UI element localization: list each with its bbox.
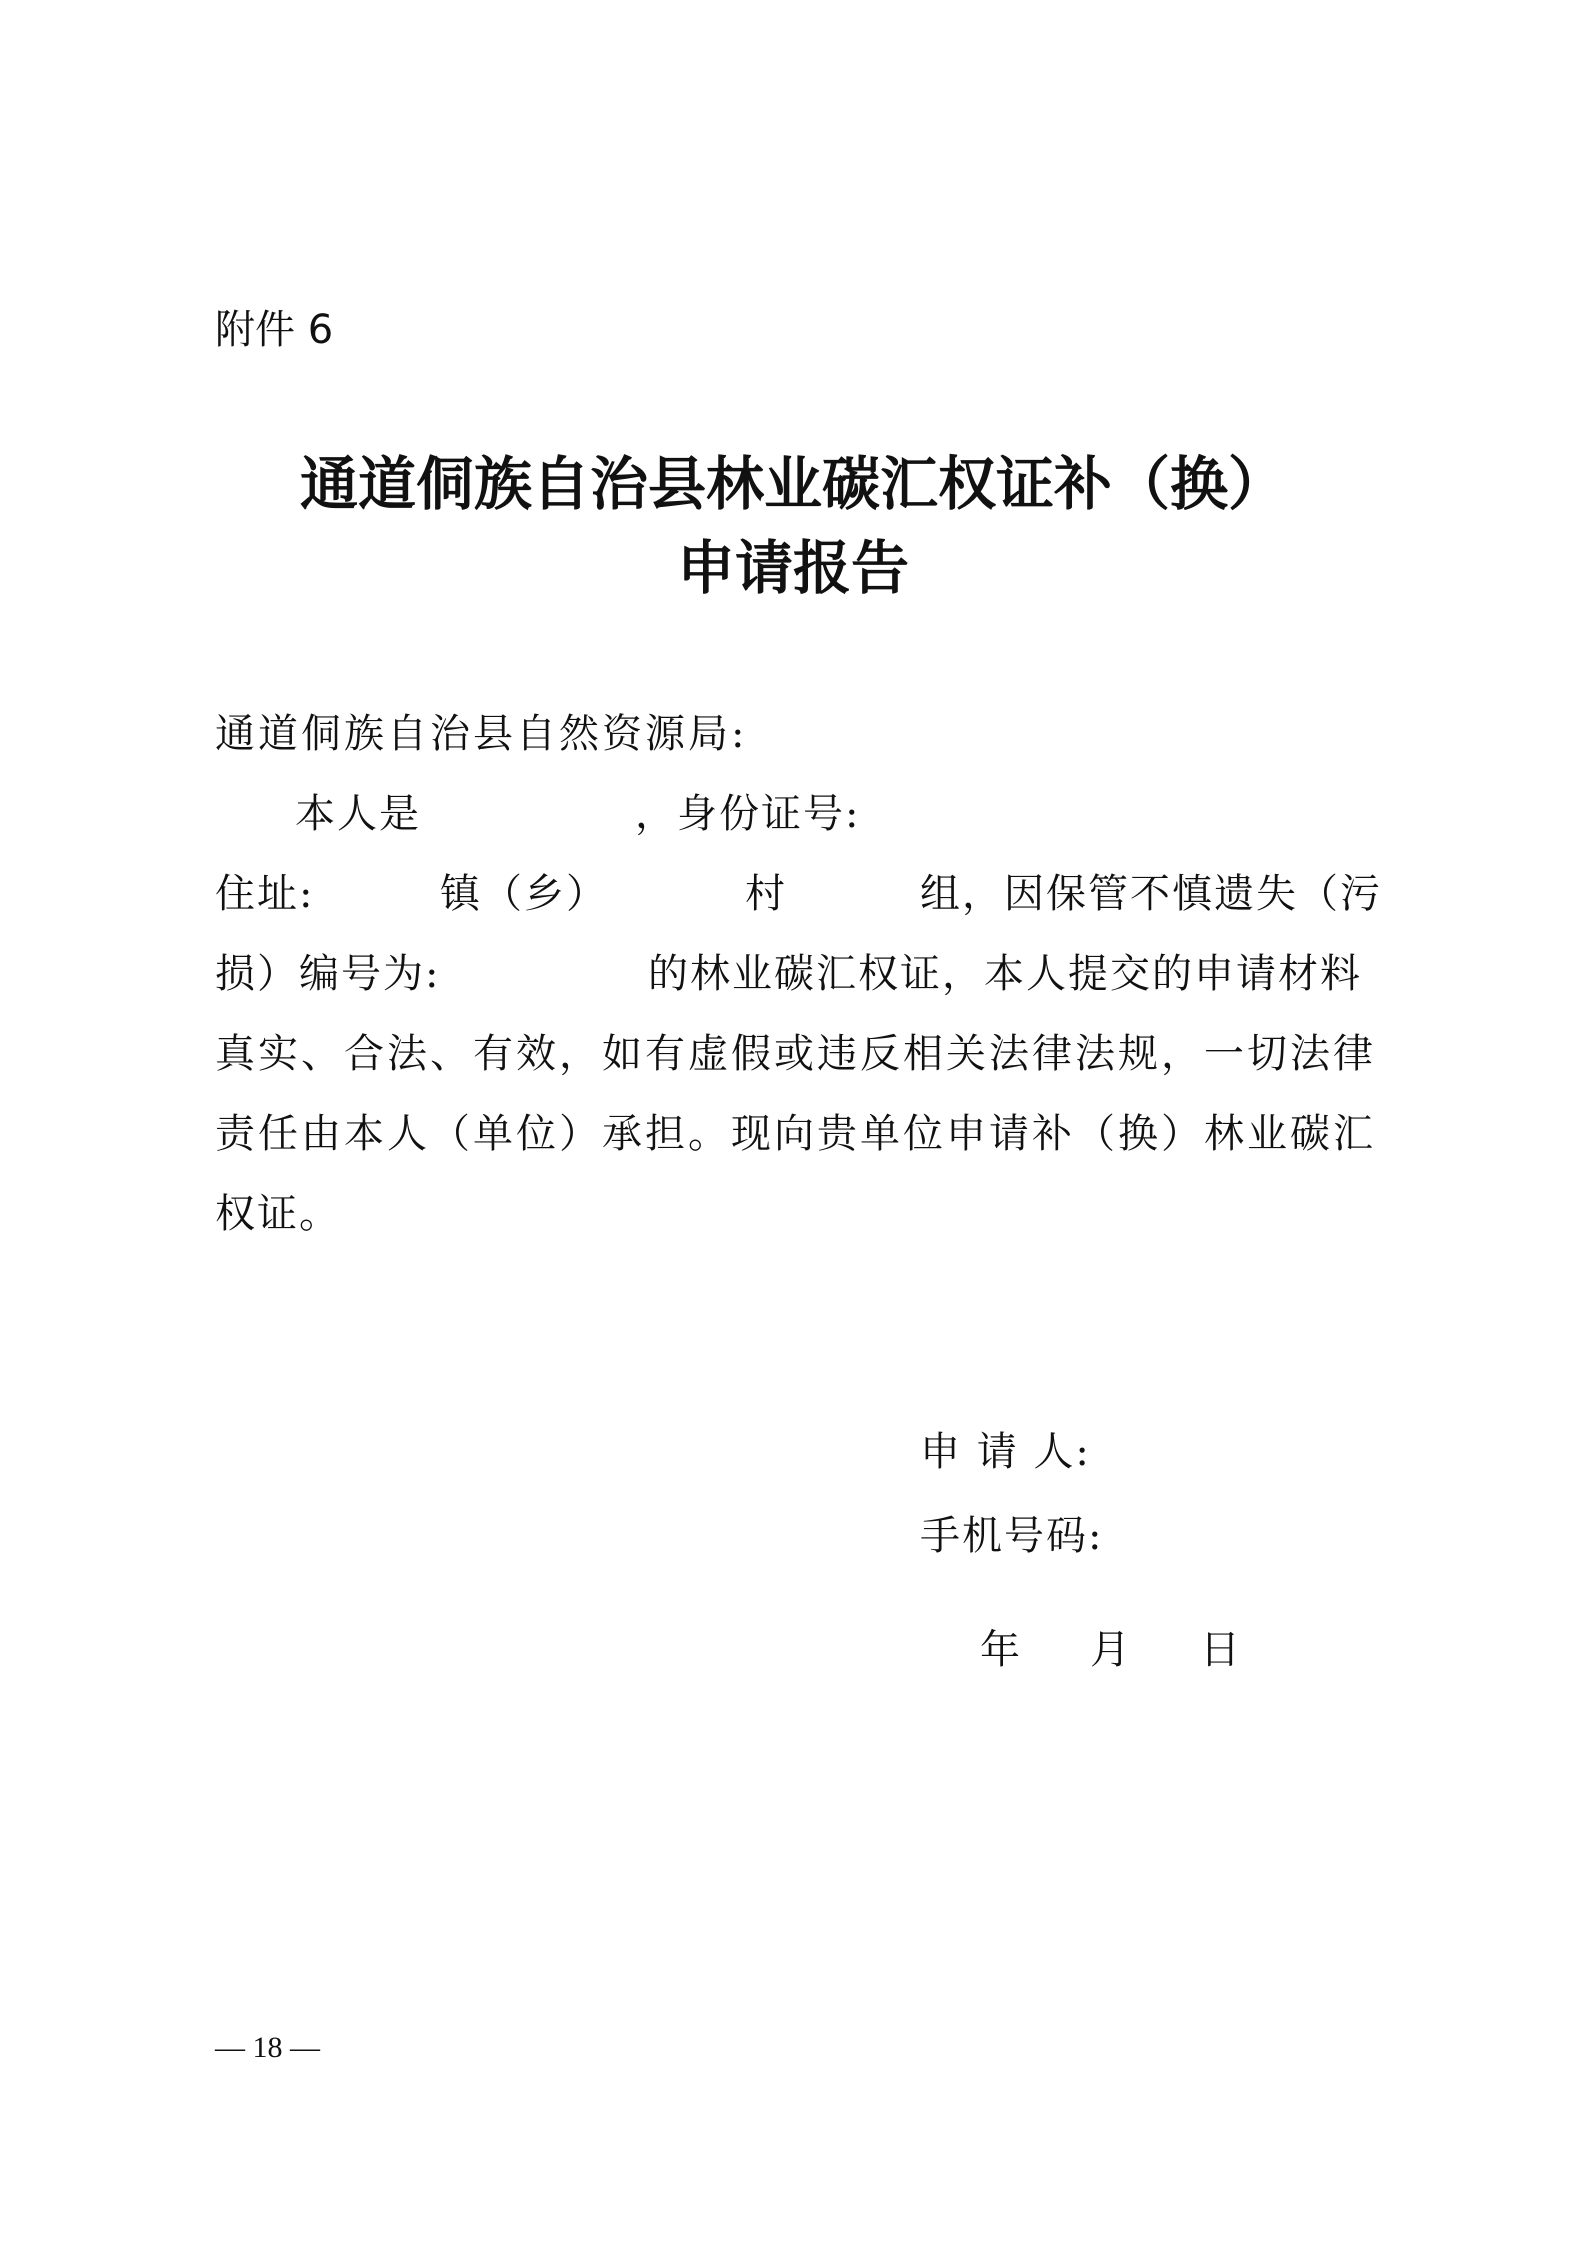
body-line-4 (215, 1026, 1375, 1082)
body-line-2 (215, 866, 1382, 922)
body-line-1 (215, 786, 1375, 842)
date-year-label: 年 (980, 1627, 1022, 1673)
certificate-statement-text: 的林业碳汇权证，本人提交的申请材料 (648, 951, 1362, 997)
group-and-reason-text: 组，因保管不慎遗失（污 (920, 871, 1382, 917)
date-day-label: 日 (1200, 1627, 1242, 1673)
body-line-5 (215, 1106, 1375, 1162)
attachment-label: 附件 6 (215, 307, 334, 353)
date-line (980, 1622, 1300, 1678)
declaration-text-1: 真实、合法、有效，如有虚假或违反相关法律法规，一切法律 (215, 1031, 1375, 1077)
date-month-label: 月 (1090, 1627, 1132, 1673)
phone-label: 手机号码: (920, 1513, 1104, 1559)
declaration-text-3: 权证。 (215, 1191, 341, 1237)
self-intro-label: 本人是 (295, 791, 421, 837)
page-number: — 18 — (215, 2031, 320, 2064)
body-line-6 (215, 1186, 1375, 1242)
declaration-text-2: 责任由本人（单位）承担。现向贵单位申请补（换）林业碳汇 (215, 1111, 1375, 1157)
applicant-label: 申 请 人: (920, 1429, 1091, 1475)
id-number-label: ，身份证号: (635, 791, 861, 837)
document-title-line-2: 申请报告 (676, 534, 909, 602)
body-line-3 (215, 946, 1375, 1002)
certificate-number-label: 损）编号为: (215, 951, 441, 997)
town-label: 镇（乡） (440, 871, 608, 917)
village-label: 村 (745, 871, 787, 917)
document-title-line-1: 通道侗族自治县林业碳汇权证补（换） (299, 450, 1286, 518)
salutation: 通道侗族自治县自然资源局: (215, 711, 748, 757)
address-label: 住址: (215, 871, 315, 917)
